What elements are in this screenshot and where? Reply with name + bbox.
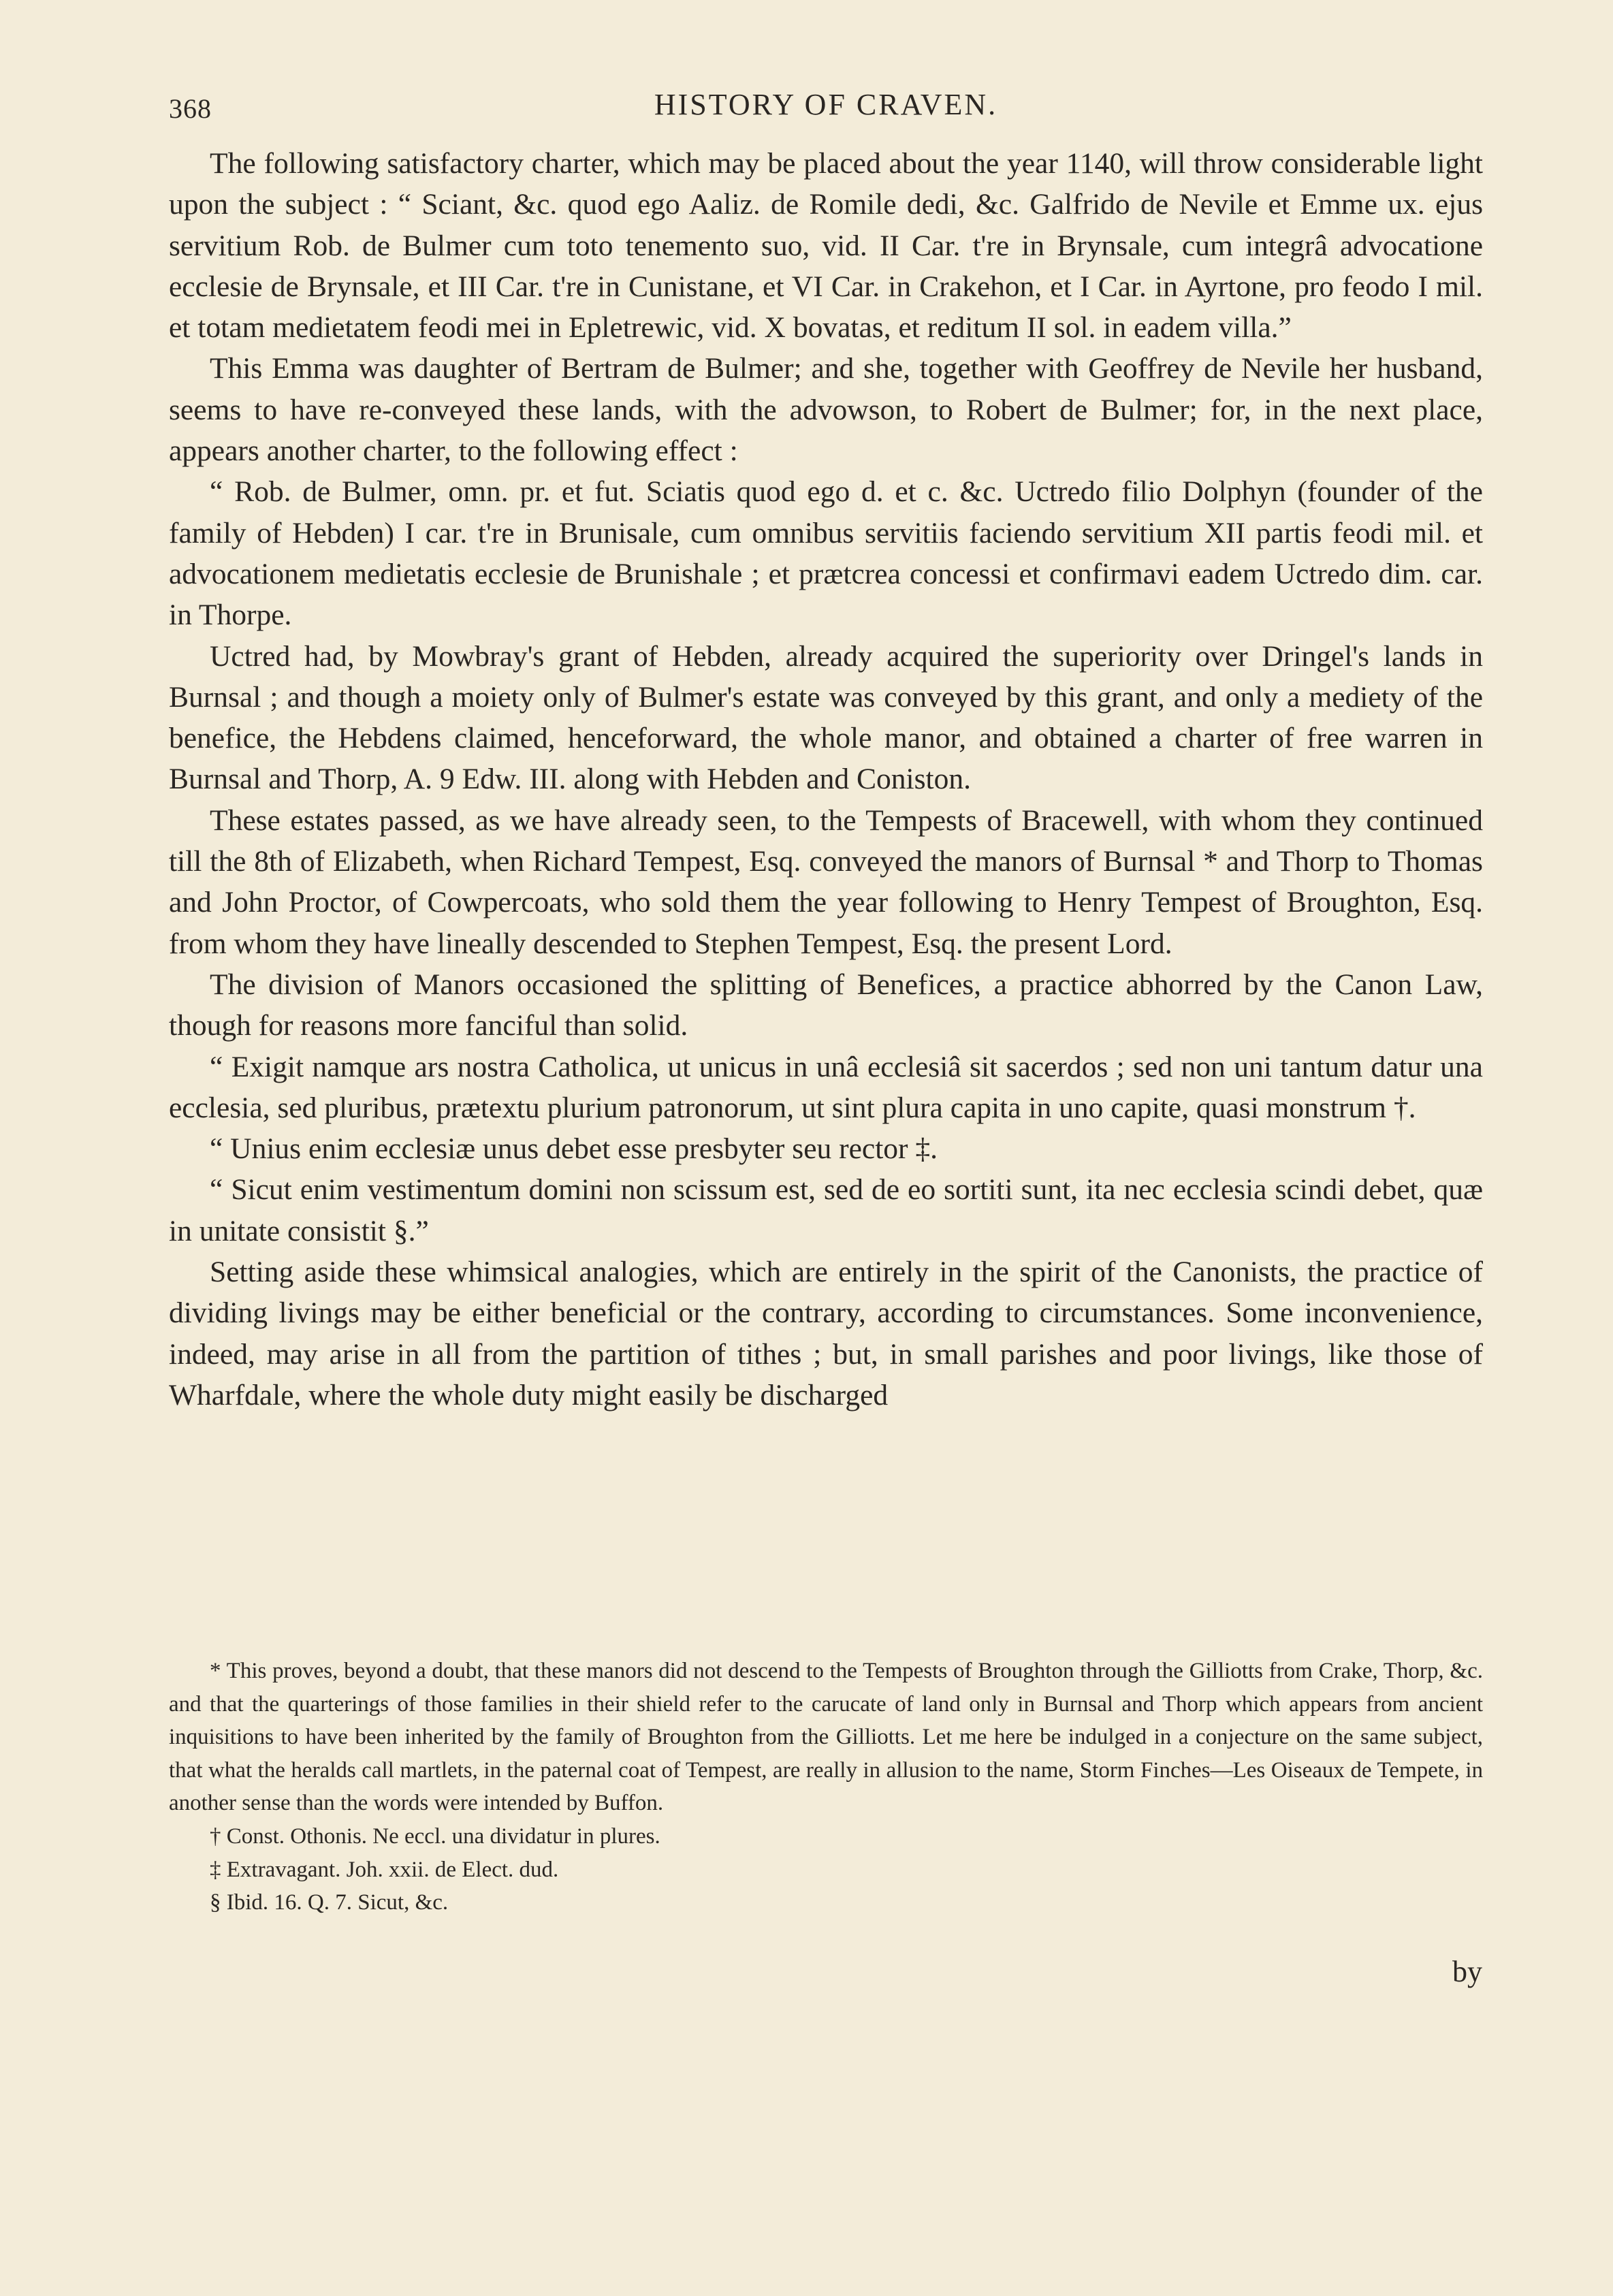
- paragraph-second-charter: “ Rob. de Bulmer, omn. pr. et fut. Sciatis quod ego d. et c. &c. Uctredo filio Dolphyn (founder of the family of Hebden) I car. t're in Brunisale, cum omnibus servitiis faciendo servitium XII partis feodi mil. et advocationem medietatis ecclesie de Brunishale ; et prætcrea concessi et confirmavi eadem Uctredo dim. car. in Thorpe.: [169, 475, 1483, 632]
- paragraph-uctred: Uctred had, by Mowbray's grant of Hebden, already acquired the superiority over Dringel's lands in Burnsal ; and though a moiety only of Bulmer's estate was conveyed by this grant, and only a mediety of the benefice, the Hebdens claimed, henceforward, the whole manor, and obtained a charter of free warren in Burnsal and Thorp, A. 9 Edw. III. along with Hebden and Coniston.: [169, 639, 1483, 796]
- quotation-sicut: “ Sicut enim vestimentum domini non scissum est, sed de eo sortiti sunt, ita nec ecclesia scindi debet, quæ in unitate consistit §.”: [169, 1173, 1483, 1247]
- quotation-exigit: “ Exigit namque ars nostra Catholica, ut unicus in unâ ecclesiâ sit sacerdos ; sed non uni tantum datur una ecclesia, sed pluribus, prætextu plurium patronorum, ut sint plura capita in uno capite, quasi monstrum †.: [169, 1050, 1483, 1124]
- running-title: HISTORY OF CRAVEN.: [654, 88, 998, 121]
- page-header: [169, 87, 1483, 135]
- footnote-section: § Ibid. 16. Q. 7. Sicut, &c.: [210, 1890, 449, 1915]
- footnotes: [169, 1655, 1483, 1919]
- catchword: by: [1452, 1955, 1482, 1988]
- paragraph-setting-aside: Setting aside these whimsical analogies, which are entirely in the spirit of the Canonists, the practice of dividing livings may be either beneficial or the contrary, according to circumstances. Some inconvenience, indeed, may arise in all from the partition of tithes ; but, in small parishes and poor livings, like those of Wharfdale, where the whole duty might easily be discharged: [169, 1256, 1483, 1412]
- paragraph-division: The division of Manors occasioned the splitting of Benefices, a practice abhorred by the Canon Law, though for reasons more fanciful than solid.: [169, 968, 1483, 1042]
- paragraph-estates: These estates passed, as we have already seen, to the Tempests of Bracewell, with whom they continued till the 8th of Elizabeth, when Richard Tempest, Esq. conveyed the manors of Burnsal * and Thorp to Thomas and John Proctor, of Cowpercoats, who sold them the year following to Henry Tempest of Broughton, Esq. from whom they have lineally descended to Stephen Tempest, Esq. the present Lord.: [169, 803, 1483, 960]
- page-number: 368: [169, 93, 212, 124]
- footnote-dagger: † Const. Othonis. Ne eccl. una dividatur in plures.: [210, 1823, 660, 1849]
- main-text: [169, 143, 1483, 1416]
- paragraph-emma: This Emma was daughter of Bertram de Bulmer; and she, together with Geoffrey de Nevile her husband, seems to have re-conveyed these lands, with the advowson, to Robert de Bulmer; for, in the next place, appears another charter, to the following effect :: [169, 352, 1483, 468]
- footnote-asterisk: * This proves, beyond a doubt, that these manors did not descend to the Tempests of Broughton through the Gilliotts from Crake, Thorp, &c. and that the quarterings of those families in their shield refer to the carucate of land only in Burnsal and Thorp which appears from ancient inquisitions to have been inherited by the family of Broughton from the Gilliotts. Let me here be indulged in a conjecture on the same subject, that what the heralds call martlets, in the paternal coat of Tempest, are really in allusion to the name, Storm Finches—Les Oiseaux de Tempete, in another sense than the words were intended by Buffon.: [169, 1659, 1483, 1816]
- quotation-unius: “ Unius enim ecclesiæ unus debet esse presbyter seu rector ‡.: [210, 1132, 938, 1166]
- footnote-double-dagger: ‡ Extravagant. Joh. xxii. de Elect. dud.: [210, 1857, 559, 1882]
- paragraph-charter: The following satisfactory charter, which may be placed about the year 1140, will throw considerable light upon the subject : “ Sciant, &c. quod ego Aaliz. de Romile dedi, &c. Galfrido de Nevile et Emme ux. ejus servitium Rob. de Bulmer cum toto tenemento suo, vid. II Car. t're in Brynsale, cum integrâ advocatione ecclesie de Brynsale, et III Car. t're in Cunistane, et VI Car. in Crakehon, et I Car. in Ayrtone, pro feodo I mil. et totam medietatem feodi mei in Epletrewic, vid. X bovatas, et reditum II sol. in eadem villa.”: [169, 147, 1483, 345]
